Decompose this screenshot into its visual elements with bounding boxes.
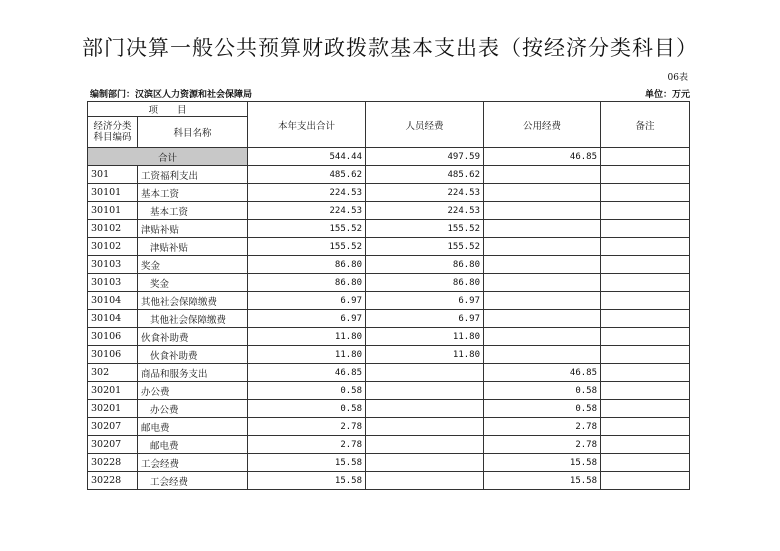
total-label: 合计: [88, 148, 248, 166]
row-total: 155.52: [248, 238, 366, 256]
row-total: 2.78: [248, 436, 366, 454]
row-code: 30101: [88, 184, 138, 202]
row-public: 0.58: [484, 382, 601, 400]
row-total: 224.53: [248, 202, 366, 220]
row-public: [484, 346, 601, 364]
total-public: 46.85: [484, 148, 601, 166]
row-remarks: [601, 364, 690, 382]
row-public: [484, 292, 601, 310]
row-subject-name: 奖金: [138, 256, 248, 274]
row-code: 30102: [88, 238, 138, 256]
row-public: 46.85: [484, 364, 601, 382]
row-total: 0.58: [248, 382, 366, 400]
row-personnel: [366, 400, 484, 418]
row-public: 0.58: [484, 400, 601, 418]
row-personnel: 11.80: [366, 346, 484, 364]
table-row: [88, 454, 690, 472]
row-total: 11.80: [248, 346, 366, 364]
table-row: [88, 274, 690, 292]
row-subject-name: 基本工资: [138, 184, 248, 202]
table-row: [88, 382, 690, 400]
row-subject-name: 工资福利支出: [138, 166, 248, 184]
row-code: 30207: [88, 418, 138, 436]
row-code: 30103: [88, 256, 138, 274]
row-code: 30201: [88, 382, 138, 400]
row-personnel: 224.53: [366, 202, 484, 220]
row-code: 30101: [88, 202, 138, 220]
row-code: 30102: [88, 220, 138, 238]
row-subject-name: 伙食补助费: [138, 346, 248, 364]
table-row: [88, 292, 690, 310]
table-row: [88, 310, 690, 328]
row-remarks: [601, 202, 690, 220]
table-row: [88, 418, 690, 436]
row-remarks: [601, 382, 690, 400]
row-total: 6.97: [248, 310, 366, 328]
row-remarks: [601, 436, 690, 454]
row-total: 2.78: [248, 418, 366, 436]
table-row: [88, 400, 690, 418]
row-subject-name: 工会经费: [138, 472, 248, 490]
row-personnel: 86.80: [366, 256, 484, 274]
table-row: [88, 202, 690, 220]
row-remarks: [601, 256, 690, 274]
header-econ-code: 经济分类科目编码: [88, 117, 138, 148]
row-subject-name: 其他社会保障缴费: [138, 310, 248, 328]
row-code: 30103: [88, 274, 138, 292]
row-remarks: [601, 418, 690, 436]
department-label: 编制部门：汉滨区人力资源和社会保障局: [90, 90, 253, 100]
row-total: 485.62: [248, 166, 366, 184]
expenditure-table: [87, 101, 690, 490]
row-subject-name: 工会经费: [138, 454, 248, 472]
row-personnel: 11.80: [366, 328, 484, 346]
header-item: 项 目: [88, 102, 248, 117]
row-personnel: 224.53: [366, 184, 484, 202]
row-personnel: 6.97: [366, 292, 484, 310]
row-personnel: [366, 436, 484, 454]
row-personnel: 155.52: [366, 220, 484, 238]
row-total: 15.58: [248, 454, 366, 472]
header-total: 本年支出合计: [248, 102, 366, 148]
row-personnel: 485.62: [366, 166, 484, 184]
row-personnel: [366, 364, 484, 382]
row-personnel: 155.52: [366, 238, 484, 256]
header-personnel: 人员经费: [366, 102, 484, 148]
table-row: [88, 346, 690, 364]
row-public: 2.78: [484, 436, 601, 454]
total-remarks: [601, 148, 690, 166]
row-public: 2.78: [484, 418, 601, 436]
row-code: 30228: [88, 454, 138, 472]
table-row: [88, 328, 690, 346]
row-public: [484, 202, 601, 220]
row-public: [484, 274, 601, 292]
row-personnel: [366, 472, 484, 490]
row-remarks: [601, 184, 690, 202]
row-total: 46.85: [248, 364, 366, 382]
row-code: 30104: [88, 310, 138, 328]
row-subject-name: 基本工资: [138, 202, 248, 220]
row-subject-name: 办公费: [138, 382, 248, 400]
row-subject-name: 邮电费: [138, 418, 248, 436]
table-row: [88, 238, 690, 256]
table-row: [88, 364, 690, 382]
row-code: 30207: [88, 436, 138, 454]
row-remarks: [601, 238, 690, 256]
table-row: [88, 472, 690, 490]
row-code: 302: [88, 364, 138, 382]
total-row: [88, 148, 690, 166]
row-total: 6.97: [248, 292, 366, 310]
page-title: 部门决算一般公共预算财政拨款基本支出表（按经济分类科目）: [82, 36, 698, 60]
row-public: 15.58: [484, 454, 601, 472]
row-total: 155.52: [248, 220, 366, 238]
row-total: 224.53: [248, 184, 366, 202]
row-subject-name: 奖金: [138, 274, 248, 292]
row-public: [484, 184, 601, 202]
row-subject-name: 津贴补贴: [138, 220, 248, 238]
table-row: [88, 220, 690, 238]
row-code: 301: [88, 166, 138, 184]
table-number: 06表: [667, 73, 688, 83]
row-subject-name: 办公费: [138, 400, 248, 418]
table-row: [88, 166, 690, 184]
row-code: 30228: [88, 472, 138, 490]
total-amount: 544.44: [248, 148, 366, 166]
row-total: 86.80: [248, 256, 366, 274]
row-public: [484, 238, 601, 256]
header-subject-name: 科目名称: [138, 117, 248, 148]
row-code: 30106: [88, 346, 138, 364]
row-public: [484, 310, 601, 328]
table-row: [88, 436, 690, 454]
row-remarks: [601, 292, 690, 310]
row-subject-name: 邮电费: [138, 436, 248, 454]
row-total: 11.80: [248, 328, 366, 346]
row-total: 15.58: [248, 472, 366, 490]
row-code: 30106: [88, 328, 138, 346]
row-remarks: [601, 346, 690, 364]
row-personnel: [366, 454, 484, 472]
row-public: [484, 256, 601, 274]
row-personnel: 6.97: [366, 310, 484, 328]
row-remarks: [601, 166, 690, 184]
row-public: [484, 166, 601, 184]
total-personnel: 497.59: [366, 148, 484, 166]
row-remarks: [601, 220, 690, 238]
row-public: [484, 328, 601, 346]
row-personnel: 86.80: [366, 274, 484, 292]
table-row: [88, 256, 690, 274]
row-total: 0.58: [248, 400, 366, 418]
row-remarks: [601, 328, 690, 346]
row-personnel: [366, 382, 484, 400]
row-remarks: [601, 310, 690, 328]
table-row: [88, 184, 690, 202]
row-code: 30201: [88, 400, 138, 418]
row-total: 86.80: [248, 274, 366, 292]
row-remarks: [601, 274, 690, 292]
row-remarks: [601, 472, 690, 490]
row-remarks: [601, 400, 690, 418]
unit-label: 单位：万元: [644, 90, 690, 100]
row-subject-name: 商品和服务支出: [138, 364, 248, 382]
row-code: 30104: [88, 292, 138, 310]
row-subject-name: 伙食补助费: [138, 328, 248, 346]
header-public: 公用经费: [484, 102, 601, 148]
header-remarks: 备注: [601, 102, 690, 148]
row-remarks: [601, 454, 690, 472]
row-subject-name: 津贴补贴: [138, 238, 248, 256]
row-personnel: [366, 418, 484, 436]
row-public: 15.58: [484, 472, 601, 490]
row-subject-name: 其他社会保障缴费: [138, 292, 248, 310]
row-public: [484, 220, 601, 238]
